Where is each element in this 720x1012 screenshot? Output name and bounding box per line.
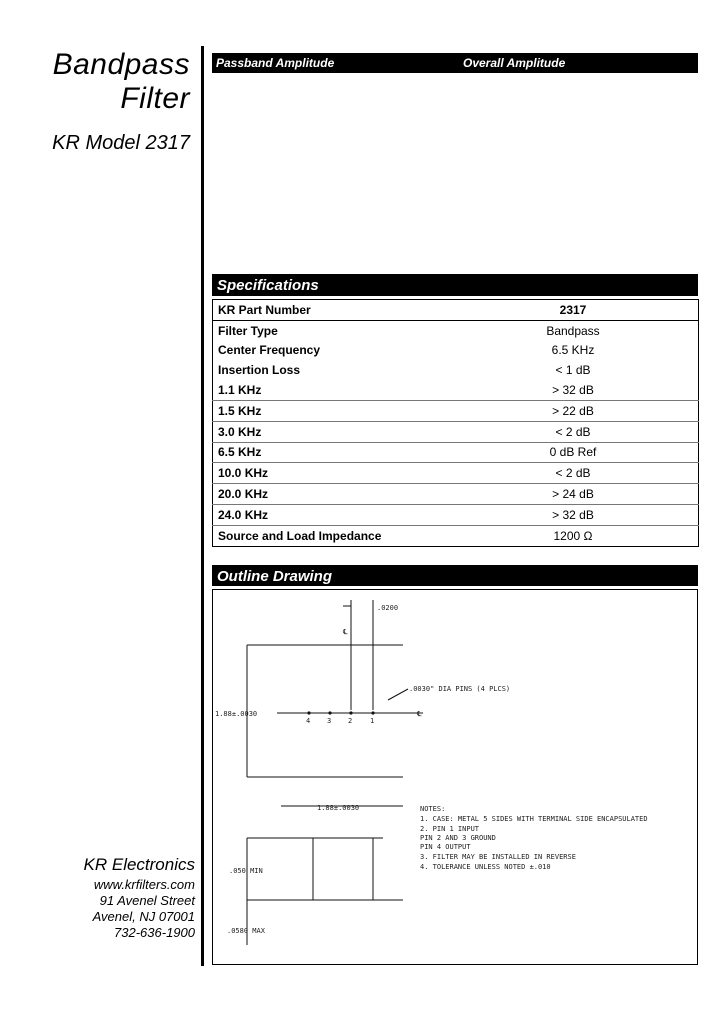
pin-note-label: .0030" DIA PINS (4 PLCS) <box>409 685 511 693</box>
outline-drawing-heading: Outline Drawing <box>217 568 333 585</box>
notes-title: NOTES: <box>420 805 446 813</box>
spec-value: < 2 dB <box>448 421 699 442</box>
pin-dot <box>307 711 310 714</box>
phone-number: 732-636-1900 <box>114 925 195 940</box>
pin-dot <box>328 711 331 714</box>
spec-label: 3.0 KHz <box>213 421 449 442</box>
website-link[interactable]: www.krfilters.com <box>93 877 195 892</box>
pin-label: 2 <box>348 717 353 725</box>
height-dimension-label: 1.88±.0030 <box>215 710 258 718</box>
spec-value: < 2 dB <box>448 463 699 484</box>
street-address: 91 Avenel Street <box>99 893 195 908</box>
note-line: PIN 4 OUTPUT <box>420 843 471 851</box>
pin-dot <box>371 711 374 714</box>
company-name: KR Electronics <box>83 855 195 874</box>
outline-drawing-heading-bar <box>212 565 698 586</box>
spec-label: 10.0 KHz <box>213 463 449 484</box>
plot-header-bar <box>212 53 698 73</box>
note-line: 3. FILTER MAY BE INSTALLED IN REVERSE <box>420 853 576 861</box>
city-address: Avenel, NJ 07001 <box>92 909 195 924</box>
spec-value: > 24 dB <box>448 484 699 505</box>
spec-label: 1.5 KHz <box>213 400 449 421</box>
table-row <box>213 421 699 442</box>
passband-amplitude-label: Passband Amplitude <box>216 56 335 70</box>
specifications-heading-bar <box>212 274 698 296</box>
note-line: 4. TOLERANCE UNLESS NOTED ±.010 <box>420 863 551 871</box>
note-line: 1. CASE: METAL 5 SIDES WITH TERMINAL SIDE ENCAPSULATED <box>420 815 648 823</box>
pin-dot <box>349 711 352 714</box>
max-dimension-label: .0580 MAX <box>227 927 265 935</box>
table-row <box>213 442 699 463</box>
note-line: 2. PIN 1 INPUT <box>420 825 480 833</box>
spec-label: 6.5 KHz <box>213 442 449 463</box>
width-dimension-label: 1.88±.0030 <box>317 804 360 812</box>
top-dimension-label: .0200 <box>377 604 399 612</box>
model-title: KR Model 2317 <box>52 132 190 154</box>
spec-value: 1200 Ω <box>448 525 699 546</box>
spec-value: > 32 dB <box>448 504 699 525</box>
table-row <box>213 341 699 361</box>
spec-label: 20.0 KHz <box>213 484 449 505</box>
vertical-divider <box>201 46 204 966</box>
overall-amplitude-label: Overall Amplitude <box>463 56 566 70</box>
part-number-value: 2317 <box>448 300 699 321</box>
part-number-label: KR Part Number <box>213 300 449 321</box>
note-line: PIN 2 AND 3 GROUND <box>420 834 496 842</box>
table-row <box>213 463 699 484</box>
outline-drawing <box>212 589 698 965</box>
min-dimension-label: .050 MIN <box>229 867 263 875</box>
table-header-row <box>213 300 699 321</box>
pin-label: 3 <box>327 717 332 725</box>
spec-label: Insertion Loss <box>218 363 301 378</box>
pin-note-leader <box>388 689 408 700</box>
spec-value: < 1 dB <box>555 363 591 378</box>
spec-label: Center Frequency <box>218 343 321 358</box>
pin-label: 1 <box>370 717 375 725</box>
specifications-table <box>212 299 699 547</box>
outline-drawing-svg <box>213 590 699 966</box>
table-row <box>213 504 699 525</box>
spec-value: > 32 dB <box>448 380 699 400</box>
pin-label: 4 <box>306 717 311 725</box>
spec-label: 1.1 KHz <box>213 380 449 400</box>
centerline-symbol: ℄ <box>417 710 422 718</box>
title-line2: Filter <box>120 82 190 115</box>
spec-value: 6.5 KHz <box>551 343 595 358</box>
centerline-symbol: ℄ <box>343 628 348 636</box>
table-row <box>213 320 699 340</box>
spec-value: 0 dB Ref <box>448 442 699 463</box>
title-line1: Bandpass <box>52 48 190 81</box>
table-row <box>213 484 699 505</box>
table-row <box>213 525 699 546</box>
table-row <box>213 380 699 400</box>
table-row <box>213 360 699 380</box>
table-row <box>213 400 699 421</box>
specifications-heading: Specifications <box>217 277 319 294</box>
spec-label: Source and Load Impedance <box>213 525 449 546</box>
spec-label: Filter Type <box>218 323 278 338</box>
spec-value: > 22 dB <box>448 400 699 421</box>
spec-label: 24.0 KHz <box>213 504 449 525</box>
spec-value: Bandpass <box>546 323 600 338</box>
